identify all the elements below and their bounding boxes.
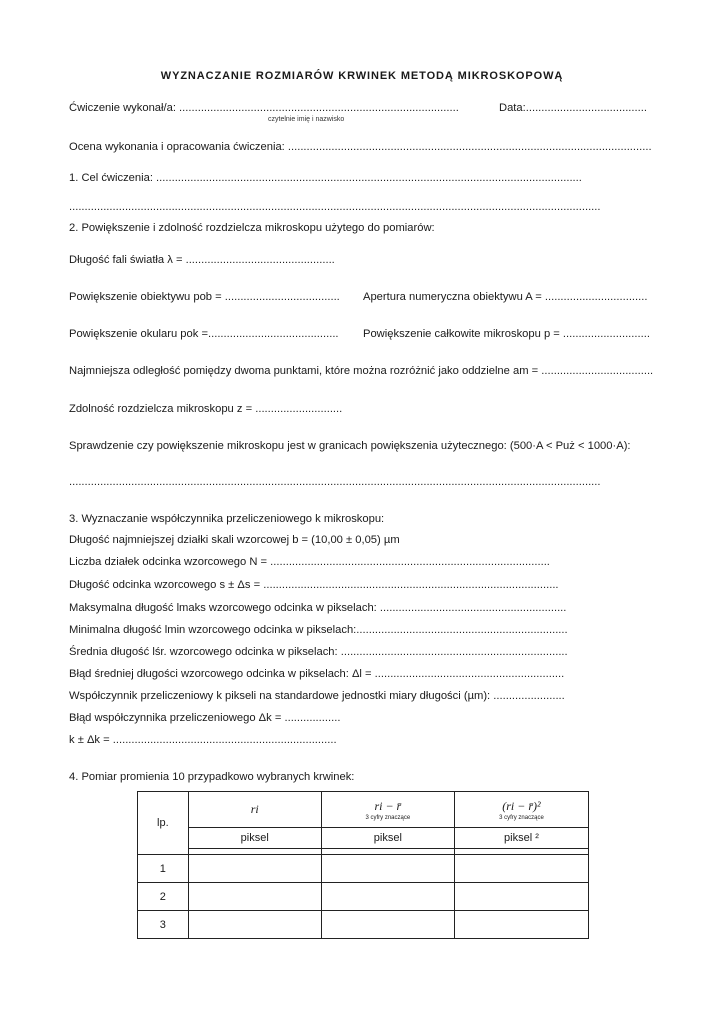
scale-division-text: Długość najmniejszej działki skali wzorcowej b = (10,00 ± 0,05) µm: [69, 534, 400, 546]
squared-deviation-unit: piksel ²: [454, 828, 588, 849]
section3-heading: 3. Wyznaczanie współczynnika przeliczeniowego k mikroskopu:: [69, 513, 385, 525]
section4-heading: 4. Pomiar promienia 10 przypadkowo wybranych krwinek:: [69, 771, 355, 783]
grade-field[interactable]: Ocena wykonania i opracowania ćwiczenia: .....................................................................................................................: [69, 141, 652, 153]
radius-cell[interactable]: [188, 911, 321, 939]
total-magnification-field[interactable]: Powiększenie całkowite mikroskopu p = ............................: [363, 328, 650, 340]
radius-cell[interactable]: [188, 883, 321, 911]
division-count-field[interactable]: Liczba działek odcinka wzorcowego N = ..........................................................................................: [69, 556, 550, 568]
measurement-table: [137, 791, 589, 939]
name-hint: czytelnie imię i nazwisko: [268, 116, 345, 123]
table-row: [138, 911, 589, 939]
conversion-factor-result-field[interactable]: k ± Δk = ........................................................................: [69, 734, 337, 746]
magnification-check-label: Sprawdzenie czy powiększenie mikroskopu jest w granicach powiększenia użytecznego: (500·A < Puż < 1000·A):: [69, 440, 631, 452]
squared-deviation-cell[interactable]: [454, 855, 588, 883]
wavelength-field[interactable]: Długość fali światła λ = ................................................: [69, 254, 335, 266]
deviation-cell[interactable]: [321, 855, 454, 883]
magnification-check-field[interactable]: ...........................................................................................................................................................................: [69, 476, 601, 488]
deviation-cell[interactable]: [321, 911, 454, 939]
deviation-header: [321, 792, 454, 828]
eyepiece-magnification-field[interactable]: Powiększenie okularu pok =..........................................: [69, 328, 339, 340]
deviation-sig-note: 3 cyfry znaczące: [365, 814, 411, 821]
aim-field[interactable]: 1. Cel ćwiczenia: .........................................................................................................................................: [69, 172, 582, 184]
objective-magnification-field[interactable]: Powiększenie obiektywu pob = .....................................: [69, 291, 340, 303]
squared-deviation-cell[interactable]: [454, 911, 588, 939]
max-length-field[interactable]: Maksymalna długość lmaks wzorcowego odcinka w pikselach: ............................................................: [69, 602, 567, 614]
deviation-cell[interactable]: [321, 883, 454, 911]
reference-length-field[interactable]: Długość odcinka wzorcowego s ± Δs = ...............................................................................................: [69, 579, 559, 591]
squared-deviation-symbol: (ri − r̄)²: [502, 798, 541, 813]
numerical-aperture-field[interactable]: Apertura numeryczna obiektywu A = .................................: [363, 291, 648, 303]
section2-heading: 2. Powiększenie i zdolność rozdzielcza mikroskopu użytego do pomiarów:: [69, 222, 435, 234]
radius-unit: piksel: [188, 828, 321, 849]
aim-field-continued[interactable]: ...........................................................................................................................................................................: [69, 201, 601, 213]
performed-by-field[interactable]: Ćwiczenie wykonał/a: ..........................................................................................: [69, 102, 459, 114]
table-row: [138, 855, 589, 883]
deviation-symbol: ri − r̄: [374, 798, 402, 813]
deviation-unit: piksel: [321, 828, 454, 849]
document-title: WYZNACZANIE ROZMIARÓW KRWINEK METODĄ MIKROSKOPOWĄ: [160, 70, 564, 82]
row-number: 2: [138, 883, 189, 911]
squared-deviation-header: [454, 792, 588, 828]
mean-length-error-field[interactable]: Błąd średniej długości wzorcowego odcinka w pikselach: Δl = .............................................................: [69, 668, 565, 680]
resolution-field[interactable]: Zdolność rozdzielcza mikroskopu z = ............................: [69, 403, 343, 415]
table-row: [138, 883, 589, 911]
row-number: 3: [138, 911, 189, 939]
mean-length-field[interactable]: Średnia długość lśr. wzorcowego odcinka w pikselach: .........................................................................: [69, 646, 568, 658]
squared-deviation-sig-note: 3 cyfry znaczące: [499, 814, 544, 821]
lp-header: lp.: [138, 792, 189, 855]
squared-deviation-cell[interactable]: [454, 883, 588, 911]
min-length-field[interactable]: Minimalna długość lmin wzorcowego odcinka w pikselach:....................................................................: [69, 624, 568, 636]
radius-cell[interactable]: [188, 855, 321, 883]
date-field[interactable]: Data:.......................................: [499, 102, 647, 114]
conversion-factor-error-field[interactable]: Błąd współczynnika przeliczeniowego Δk = ..................: [69, 712, 341, 724]
min-distance-field[interactable]: Najmniejsza odległość pomiędzy dwoma punktami, które można rozróżnić jako oddzielne am = ....................................: [69, 365, 654, 377]
row-number: 1: [138, 855, 189, 883]
radius-symbol: ri: [250, 802, 259, 816]
conversion-factor-field[interactable]: Współczynnik przeliczeniowy k pikseli na standardowe jednostki miary długości (µm): .......................: [69, 690, 565, 702]
radius-header: [188, 792, 321, 828]
